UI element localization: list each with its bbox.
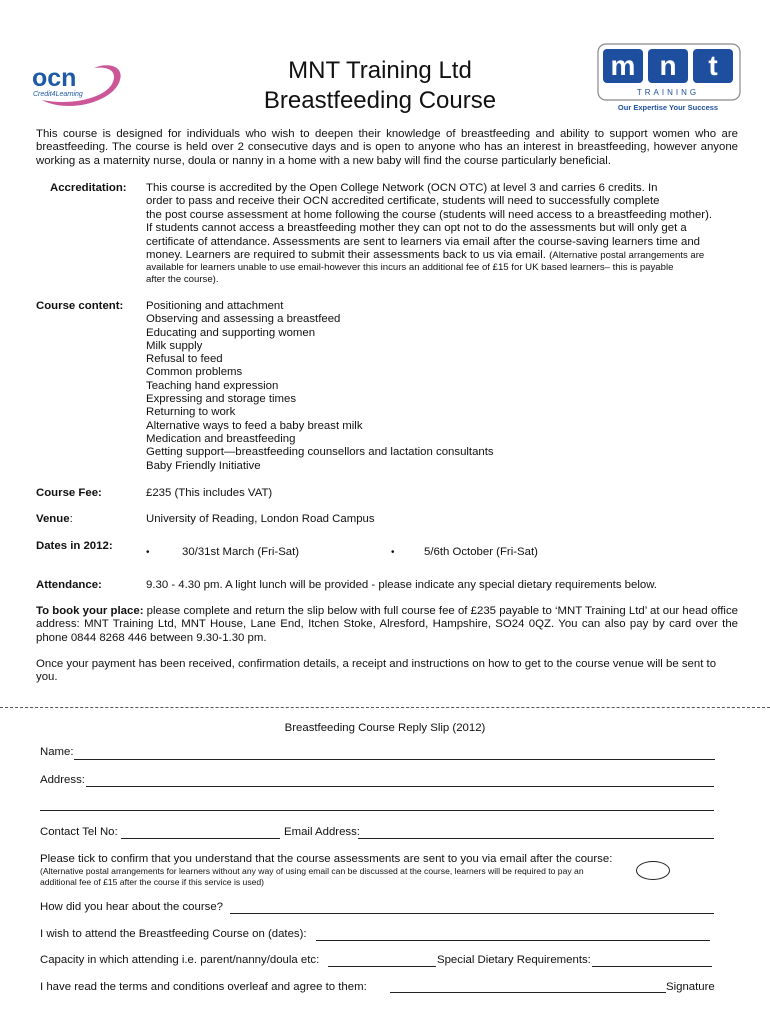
email-field[interactable]: [358, 838, 714, 839]
list-item: Milk supply: [146, 339, 203, 352]
title-line-1: MNT Training Ltd: [288, 57, 472, 84]
attend-dates-field[interactable]: [316, 940, 710, 941]
accreditation-line: This course is accredited by the Open College Network (OCN OTC) at level 3 and carries 6 credits. In: [146, 182, 658, 194]
list-item: Alternative ways to feed a baby breast milk: [146, 419, 363, 432]
course-fee-label: Course Fee:: [36, 487, 102, 499]
tick-oval-checkbox[interactable]: [636, 861, 670, 880]
venue-value: University of Reading, London Road Campus: [146, 513, 375, 525]
list-item: Expressing and storage times: [146, 393, 297, 406]
booking-lead: To book your place:: [36, 605, 144, 617]
slip-title: Breastfeeding Course Reply Slip (2012): [284, 722, 486, 734]
mnt-logo-letter-m: m: [610, 50, 636, 81]
list-item: Medication and breastfeeding: [146, 432, 296, 445]
accreditation-line: the post course assessment at home following the course (students will need access to a breastfeeding mother).: [146, 208, 713, 221]
list-item: Baby Friendly Initiative: [146, 459, 261, 472]
tick-note-line: (Alternative postal arrangements for learners without any way of using email can be discussed at the course, learners will be required to pay an: [40, 866, 584, 876]
page-title: [200, 56, 560, 116]
accreditation-note-line: available for learners unable to use email-however this incurs an additional fee of £15 for UK based learners– this is payable: [146, 262, 674, 274]
accreditation-text: [146, 182, 738, 286]
email-label: Email Address:: [284, 826, 360, 838]
course-content-label: Course content:: [36, 300, 124, 312]
address-field[interactable]: [86, 786, 714, 787]
list-item: Educating and supporting women: [146, 326, 316, 339]
title-line-2: Breastfeeding Course: [263, 87, 497, 114]
booking-text: please complete and return the slip below with full course fee of £235 payable to ‘MNT Training Ltd’ at our head office address: MNT Training Ltd, MNT House, Lane End, Itchen Stoke, Alresford, Hampshire, SO24 0QZ. You can also pay by card over the phone 0844 8268 446 between 9.30-1.30 pm.: [36, 605, 738, 644]
mnt-logo-tagline: Our Expertise Your Success: [617, 103, 719, 112]
attendance-label: Attendance:: [36, 579, 102, 591]
terms-label: I have read the terms and conditions overleaf and agree to them:: [40, 981, 367, 993]
intro-paragraph: This course is designed for individuals who wish to deepen their knowledge of breastfeeding and ability to support women who are breastfeeding. The course is held over 2 consecutive days and is open to anyone who has an interest in breastfeeding, however anyone working as a maternity nurse, doula or nanny in a home with a new baby will find the course particularly beneficial.: [36, 128, 738, 167]
tick-note: [40, 866, 632, 888]
dietary-field[interactable]: [592, 966, 712, 967]
attendance-value: 9.30 - 4.30 pm. A light lunch will be provided - please indicate any special dietary requirements below.: [146, 579, 657, 591]
accreditation-last-line: money. Learners are required to submit their assessments back to us via email.: [146, 249, 546, 262]
venue-label: Venue: [36, 513, 70, 525]
signature-label: Signature: [666, 981, 715, 993]
list-item: Refusal to feed: [146, 353, 223, 366]
course-fee-value: £235 (This includes VAT): [146, 487, 273, 499]
address-label: Address:: [40, 774, 85, 786]
dietary-label: Special Dietary Requirements:: [437, 954, 591, 966]
mnt-logo-training: TRAINING: [636, 88, 700, 97]
bullet-icon: •: [146, 547, 150, 558]
tel-label: Contact Tel No:: [40, 826, 118, 838]
attend-dates-label: I wish to attend the Breastfeeding Course on (dates):: [40, 928, 307, 940]
accreditation-note: (Alternative postal arrangements are: [549, 250, 705, 262]
date-2: 5/6th October (Fri-Sat): [424, 546, 538, 558]
confirmation-paragraph: Once your payment has been received, confirmation details, a receipt and instructions on how to get to the course venue will be sent to you.: [36, 658, 717, 684]
signature-field[interactable]: [390, 992, 666, 993]
capacity-field[interactable]: [328, 966, 436, 967]
cut-line: [0, 707, 770, 708]
list-item: Getting support—breastfeeding counsellors and lactation consultants: [146, 446, 494, 459]
mnt-logo-letter-t: t: [708, 50, 718, 81]
list-item: Positioning and attachment: [146, 300, 284, 312]
accreditation-line: [146, 249, 738, 262]
tel-field[interactable]: [121, 838, 280, 839]
hear-label: How did you hear about the course?: [40, 901, 224, 913]
address-field-line-2[interactable]: [40, 810, 714, 811]
date-1: 30/31st March (Fri-Sat): [182, 546, 300, 558]
course-content-list: [146, 300, 738, 473]
booking-paragraph: [36, 605, 738, 645]
accreditation-line: certificate of attendance. Assessments are sent to learners via email after the course-saving learners time and: [146, 235, 700, 248]
capacity-label: Capacity in which attending i.e. parent/nanny/doula etc:: [40, 954, 320, 966]
ocn-logo-text: ocn: [32, 64, 77, 92]
ocn-logo: [28, 58, 124, 112]
list-item: Teaching hand expression: [146, 379, 279, 392]
list-item: Observing and assessing a breastfeed: [146, 313, 341, 326]
name-field[interactable]: [74, 759, 715, 760]
accreditation-label: Accreditation:: [50, 182, 127, 194]
hear-field[interactable]: [230, 913, 714, 914]
bullet-icon: •: [391, 547, 395, 558]
name-label: Name:: [40, 746, 74, 758]
mnt-logo-letter-n: n: [659, 50, 677, 81]
list-item: Common problems: [146, 366, 243, 379]
venue-label-group: [36, 513, 73, 526]
mnt-training-logo: [596, 42, 742, 114]
tick-text: Please tick to confirm that you understand that the course assessments are sent to you via email after the course:: [40, 853, 613, 865]
dates-label: Dates in 2012:: [36, 540, 113, 552]
accreditation-line: order to pass and receive their OCN accredited certificate, students will need to successfully complete: [146, 195, 660, 208]
accreditation-note-line: after the course).: [146, 274, 219, 286]
ocn-logo-tagline: Credit4Learning: [33, 91, 83, 98]
venue-colon: :: [69, 513, 73, 525]
tick-note-line: additional fee of £15 after the course if this service is used): [40, 877, 265, 887]
accreditation-line: If students cannot access a breastfeeding mother they can opt not to do the assessments but will only get a: [146, 222, 687, 235]
list-item: Returning to work: [146, 406, 236, 419]
